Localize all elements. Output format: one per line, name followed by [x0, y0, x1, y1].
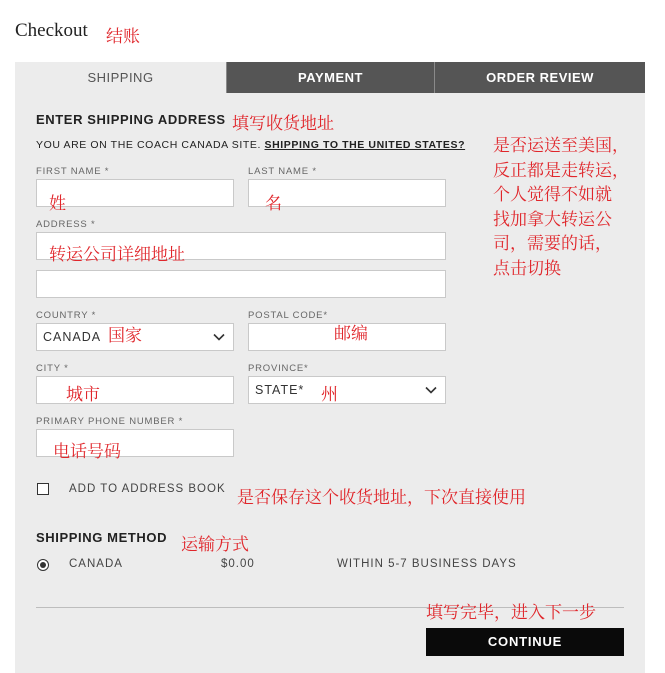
continue-annotation: 填写完毕，进入下一步 [426, 603, 596, 623]
address-label: ADDRESS * [36, 219, 96, 230]
address-line2-input[interactable] [36, 270, 446, 298]
site-note-text: YOU ARE ON THE COACH CANADA SITE. [36, 139, 265, 151]
address-book-checkbox[interactable] [37, 483, 49, 495]
address-book-label: ADD TO ADDRESS BOOK [69, 483, 226, 495]
shipping-address-heading: ENTER SHIPPING ADDRESS [36, 112, 226, 127]
tab-payment[interactable]: PAYMENT [226, 62, 434, 93]
annotation-line: 点击切换 [493, 258, 561, 279]
ship-to-us-link[interactable]: SHIPPING TO THE UNITED STATES? [264, 139, 466, 151]
country-label: COUNTRY * [36, 310, 97, 321]
shipping-address-annotation: 填写收货地址 [232, 114, 334, 134]
shipping-method-annotation: 运输方式 [181, 535, 249, 555]
city-annotation: 城市 [66, 385, 100, 405]
country-annotation: 国家 [108, 326, 142, 346]
site-note-annotation [493, 134, 629, 281]
last-name-annotation: 名 [265, 194, 282, 214]
chevron-down-icon [424, 383, 438, 397]
annotation-line: 司，需要的话， [493, 234, 612, 254]
tab-order-review[interactable]: ORDER REVIEW [434, 62, 645, 93]
annotation-line: 反正都是走转运， [493, 160, 629, 181]
page-title-annotation: 结账 [106, 27, 140, 47]
shipping-option-price: $0.00 [221, 558, 255, 570]
tab-shipping[interactable]: SHIPPING [15, 62, 226, 93]
last-name-label: LAST NAME * [248, 166, 317, 177]
annotation-line: 个人觉得不如就 [493, 185, 612, 205]
annotation-line: 是否运送至美国， [493, 136, 629, 156]
annotation-line: 找加拿大转运公 [493, 209, 612, 230]
shipping-option-radio[interactable] [37, 559, 49, 571]
chevron-down-icon [212, 330, 226, 344]
province-select[interactable] [248, 376, 446, 404]
address-annotation: 转运公司详细地址 [49, 245, 185, 265]
postal-code-label: POSTAL CODE* [248, 310, 328, 321]
site-note [36, 139, 465, 151]
shipping-option-time: WITHIN 5-7 BUSINESS DAYS [337, 558, 517, 570]
continue-button[interactable]: CONTINUE [426, 628, 624, 656]
postal-code-annotation: 邮编 [334, 324, 368, 344]
page-title: Checkout [15, 20, 88, 41]
shipping-option-name: CANADA [69, 558, 123, 570]
province-annotation: 州 [321, 385, 338, 405]
phone-annotation: 电话号码 [53, 442, 121, 462]
city-label: CITY * [36, 363, 69, 374]
address-book-annotation: 是否保存这个收货地址，下次直接使用 [237, 488, 526, 508]
country-value: CANADA [43, 330, 102, 344]
province-label: PROVINCE* [248, 363, 309, 374]
phone-label: PRIMARY PHONE NUMBER * [36, 416, 184, 427]
shipping-method-heading: SHIPPING METHOD [36, 530, 168, 545]
province-value: STATE* [255, 383, 305, 397]
first-name-label: FIRST NAME * [36, 166, 110, 177]
first-name-annotation: 姓 [49, 194, 66, 214]
